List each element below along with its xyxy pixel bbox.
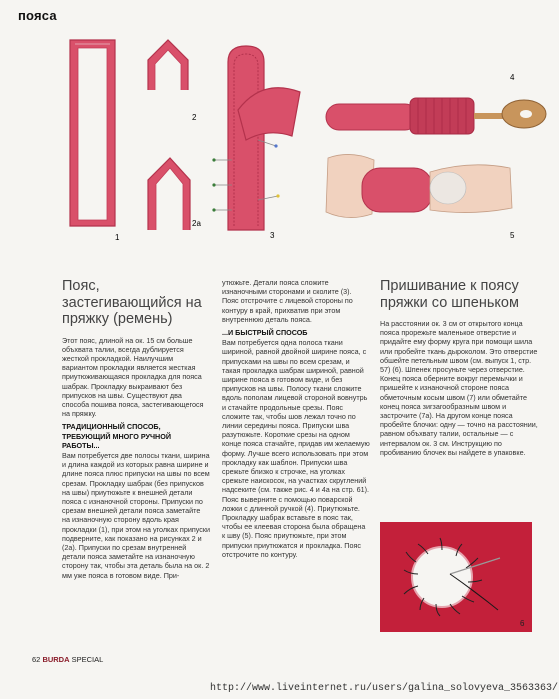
- figure-label-3: 3: [270, 231, 275, 240]
- subhead-traditional: ТРАДИЦИОННЫЙ СПОСОБ, ТРЕБУЮЩИЙ МНОГО РУЧНОЙ РАБОТЫ...: [62, 422, 172, 450]
- figure-5-hands: [326, 154, 512, 217]
- illustrations: [0, 26, 559, 276]
- figure-1-belt-outline: [70, 40, 115, 226]
- article-title-belt-buckle: Пояс, застегивающийся на пряжку (ремень): [62, 278, 202, 327]
- figure-label-2: 2: [192, 113, 197, 122]
- section-tag: пояса: [18, 8, 57, 23]
- subhead-quick: ...И БЫСТРЫЙ СПОСОБ: [222, 328, 308, 338]
- brand-name: BURDA: [42, 655, 70, 664]
- column-3: [380, 278, 540, 461]
- figure-label-1: 1: [115, 233, 120, 242]
- figure-label-5: 5: [510, 231, 515, 240]
- figure-label-4: 4: [510, 73, 515, 82]
- traditional-method-text: Вам потребуется две полосы ткани, ширина и длина каждой из которых равна ширине и длине пояса плюс припуски на швы по всем срезам. Прокладку шабрак (без припусков на швы) приутюжьте к внешней детали пояса с изнаночной стороны. Припуски по срезам внешней детали пояса заметайте на изнаночную сторону вдоль края прокладки (1), при этом на уголках припуски подверните, как показано на рисунках 2 и (2a). Припуски по срезам внутренней детали пояса заметайте на изнаночную сторону так, чтобы эта деталь была на ок. 2 мм уже пояса в готовом виде. При-: [62, 450, 210, 580]
- page-footer: [32, 655, 103, 664]
- intro-paragraph: Этот пояс, длиной на ок. 15 см больше объхвата талии, всегда дублируется жесткой прокладкой. Наилучшим вариантом прокладки является жесткая приутюживающаяся прокладка для пояса шабрак. Прокладку выкраивают без припусков на швы. Существуют два способа пошива пояса, застегивающегося на пряжку.: [62, 335, 204, 419]
- quick-method-text: Вам потребуется одна полоса ткани шириной, равной двойной ширине пояса, с припусками на швы по всем срезам, и такая прокладка шабрак шириной, равной ширине пояса в готовом виде, и без припусков на швы. Полосу ткани сложите вдоль пополам лицевой стороной вовнутрь и стачайте продольные срезы. Пояс сложите так, чтобы шов лежал точно по линии середины пояса. Припуски шва разутюжьте. Короткие срезы на одном конце пояса стачайте, придав им желаемую форму. Лучше всего использовать при этом прокладку как шаблон. Припуски шва срежьте близко к строчке, на уголках срежьте наискосок, на участках скруглений надсеките (см. также рис. 4 и 4a на стр. 61). Пояс выверните с помощью поварской ложки с длинной ручкой (4). Приутюжьте. Прокладку шабрак вставьте в пояс так, чтобы ее клеевая сторона была обращена к шву (5). Пояс приутюжьте, при этом припуски приутюжатся и прокладка. Пояс отстрочите по контуру.: [222, 338, 370, 559]
- figure-label-6: 6: [520, 619, 525, 628]
- figure-3-pinned-belt: [212, 46, 300, 230]
- brand-suffix: SPECIAL: [71, 655, 104, 664]
- figure-label-2a: 2a: [192, 219, 201, 228]
- article-title-prong-buckle: Пришивание к поясу пряжки со шпеньком: [380, 278, 519, 311]
- prong-buckle-text: На расстоянии ок. 3 см от открытого конца пояса прорежьте маленькое отверстие и придайте ему форму круга при помощи шила или пробейте ткань дыроколом. Это отверстие обшейте петельным швом (см. выпуск 1, стр. 57) (6). Шпенек просуньте через отверстие. Конец пояса оберните вокруг перемычки и пришейте к изнаночной стороне пояса обметочным косым швом (7) или обметайте конец пояса зигзагообразным швом и застрочите (7a). На другом конце пояса пробейте блочки: одну — точно на расстоянии, равном объхвату талии, остальные — с интервалом ок. 3 см. Инструкцию по пробиванию блочек вы найдете в упаковке.: [380, 319, 538, 457]
- column-1: [62, 278, 210, 584]
- source-watermark: http://www.liveinternet.ru/users/galina_solovyeva_3563363/: [210, 683, 559, 694]
- figure-2a-pointed-end: [148, 158, 190, 230]
- figure-6-buttonhole-photo: [380, 522, 532, 632]
- figure-4-spoon: [326, 98, 546, 134]
- continued-text: утюжьте. Детали пояса сложите изнаночными сторонами и сколите (3). Пояс отстрочите с лицевой стороны по контуру в край, прихватив при этом внутреннюю деталь пояса.: [222, 278, 353, 324]
- column-2: [222, 278, 370, 563]
- figure-2-pointed-end: [148, 40, 188, 90]
- page-number: 62: [32, 655, 41, 664]
